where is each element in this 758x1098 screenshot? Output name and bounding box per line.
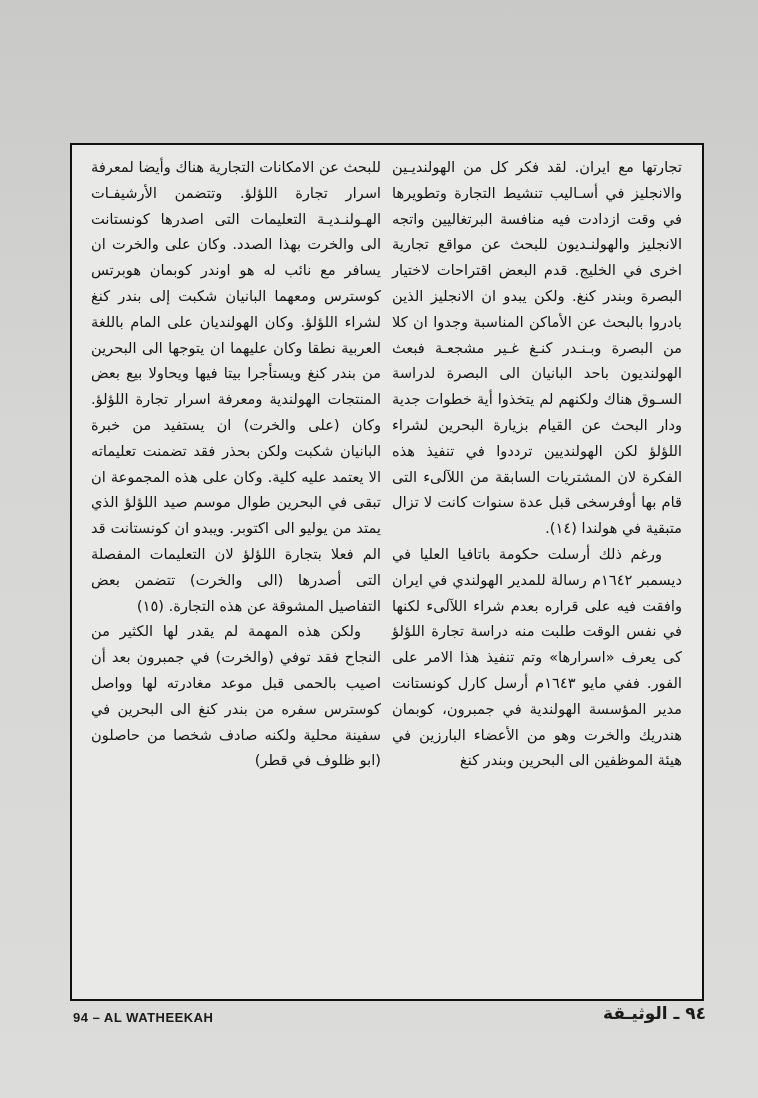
paragraph: ورغم ذلك أرسلت حكومة باتافيا العليا في ديسمبر ١٦٤٢م رسالة للمدير الهولندي في ايران وافقت فيه على قراره بعدم شراء اللآلىء لكنها في نفس الوقت طلبت منه دراسة تجارة اللؤلؤ كى يعرف «اسرارها» وتم تنفيذ هذا الامر على الفور. ففي مايو ١٦٤٣م أرسل كارل كونستانت مدير المؤسسة الهولندية في جمبرون، كوبمان هندريك والخرت وهو من الأعضاء البارزين في هيئة الموظفين الى البحرين وبندر كنغ	[392, 545, 682, 770]
left-column	[91, 155, 381, 774]
paragraph: تجارتها مع ايران. لقد فكر كل من الهولنديـين والانجليز في أسـاليب تنشيط التجارة وتطويرها في وقت ازدادت فيه منافسة البرتغاليين واتجه الانجليز والهولنـديون للبحث عن مواقع تجارية اخرى في الخليج. قدم البعض اقتراحات لاختيار البصرة وبندر كنغ. ولكن يبدو ان الانجليز الذين بادروا بالبحث عن الأماكن المناسبة وجدوا ان كلا من البصرة وبـنـدر كنـغ غـير مشجعـة فبعث الهولنديون باحد البانيان الى البصرة لدراسة السـوق هناك ولكنهم لم يتخذوا أية خطوات جدية ودار البحث عن القيام بزيارة البحرين لشراء اللؤلؤ لكن الهولنديين ترددوا في تنفيذ هذه الفكرة لان المشتريات السابقة من اللآلىء التى قام بها أوفرسخى قبل عدة سنوات كانت لا تزال متبقية في هولندا (١٤).	[392, 159, 682, 538]
article-frame	[70, 143, 704, 1001]
footer-page-number-latin: 94 – AL WATHEEKAH	[73, 1010, 214, 1025]
footer-page-number-arabic: ٩٤ ـ الوثيـقة	[603, 1004, 706, 1024]
paragraph: ولكن هذه المهمة لم يقدر لها الكثير من النجاح فقد توفي (والخرت) في جمبرون بعد أن اصيب بالحمى قبل موعد مغادرته لها وواصل كوسترس سفره من بندر كنغ الى البحرين في سفينة محلية ولكنه صادف شخصا من حاصلون (ابو ظلوف في قطر)	[91, 623, 381, 770]
right-column	[392, 155, 682, 774]
paragraph: للبحث عن الامكانات التجارية هناك وأيضا لمعرفة اسرار تجارة اللؤلؤ. وتتضمن الأرشيفـات الهـولنـديـة التعليمات التى اصدرها كونستانت الى والخرت بهذا الصدد. وكان على والخرت ان يسافر مع نائب له هو اوندر كوبمان هوبرتس كوسترس ومعهما البانيان شكبت إلى بندر كنغ لشراء اللؤلؤ. وكان الهولنديان على المام باللغة العربية نطقا وكان عليهما ان يتوجها الى البحرين من بندر كنغ ويستأجرا بيتا فيها ويحاولا بيع بعض المنتجات الهولندية ومعرفة اسرار تجارة اللؤلؤ. وكان (على والخرت) ان يستفيد من خبرة البانيان شكبت ولكن بحذر فقد تضمنت تعليماته الا يعتمد عليه كلية. وكان على هذه المجموعة ان تبقى في البحرين طوال موسم صيد اللؤلؤ الذي يمتد من يوليو الى اكتوبر. ويبدو ان كونستانت قد الم فعلا بتجارة اللؤلؤ لان التعليمات المفصلة التى أصدرها (الى والخرت) تتضمن بعض التفاصيل المشوقة عن هذه التجارة. (١٥)	[91, 159, 381, 615]
